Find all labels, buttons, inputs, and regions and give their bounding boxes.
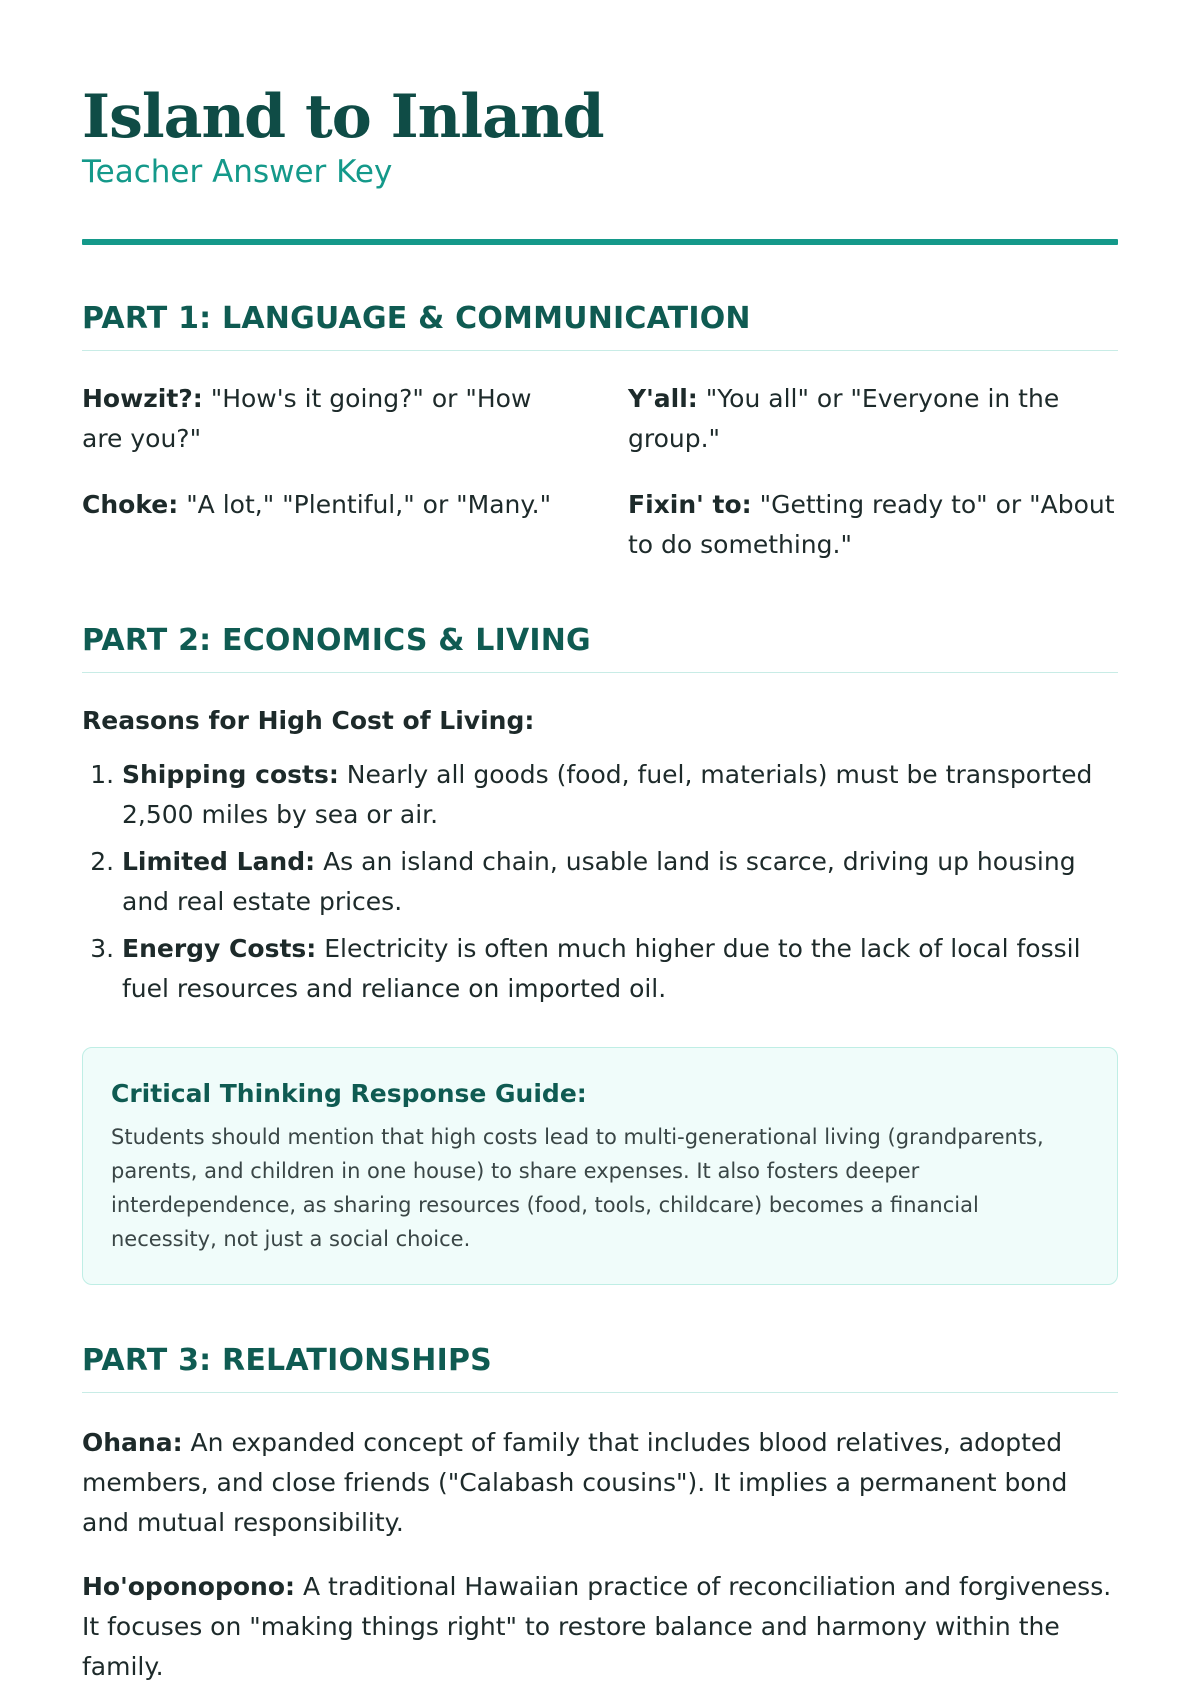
term-item bbox=[82, 379, 572, 459]
response-guide-text: Students should mention that high costs lead to multi-generational living (grandparents, parents, and children in one house) to share expenses. It also fosters deeper interdependence, as sharing resources (food, tools, childcare) becomes a financial necessity, not just a social choice. bbox=[111, 1125, 1044, 1251]
reason-item bbox=[122, 842, 1118, 922]
section-part1 bbox=[82, 301, 1118, 565]
reason-text: Nearly all goods (food, fuel, materials) must be transported 2,500 miles by sea or air. bbox=[122, 760, 1093, 829]
part2-title: PART 2: ECONOMICS & LIVING bbox=[82, 623, 1118, 673]
term-label: Fixin' to: bbox=[628, 490, 752, 519]
term-item bbox=[628, 379, 1118, 459]
term-definition: "A lot," "Plentiful," or "Many." bbox=[186, 490, 552, 519]
relationship-item bbox=[82, 1423, 1118, 1543]
term-item bbox=[628, 485, 1118, 565]
term-definition: "You all" or "Everyone in the group." bbox=[628, 384, 1060, 453]
reason-item bbox=[122, 755, 1118, 835]
reason-item bbox=[122, 929, 1118, 1009]
part1-title: PART 1: LANGUAGE & COMMUNICATION bbox=[82, 301, 1118, 351]
term-definition: "How's it going?" or "How are you?" bbox=[82, 384, 532, 453]
section-part2 bbox=[82, 623, 1118, 1285]
relationship-text: A traditional Hawaiian practice of reconciliation and forgiveness. It focuses on "making things right" to restore balance and harmony within the family. bbox=[82, 1572, 1112, 1681]
response-guide-box bbox=[82, 1047, 1118, 1285]
reason-text: Electricity is often much higher due to the lack of local fossil fuel resources and reliance on imported oil. bbox=[122, 934, 1081, 1003]
term-label: Choke: bbox=[82, 490, 179, 519]
document-subtitle: Teacher Answer Key bbox=[82, 154, 393, 190]
reasons-heading: Reasons for High Cost of Living: bbox=[82, 706, 535, 735]
relationship-term: Ho'oponopono: bbox=[82, 1572, 296, 1601]
reason-label: Energy Costs: bbox=[122, 934, 317, 963]
section-part3 bbox=[82, 1343, 1118, 1687]
term-definition: "Getting ready to" or "About to do something." bbox=[628, 490, 1115, 559]
document-header bbox=[82, 0, 1118, 192]
term-label: Y'all: bbox=[628, 384, 698, 413]
part3-title: PART 3: RELATIONSHIPS bbox=[82, 1343, 1118, 1393]
header-divider bbox=[82, 239, 1118, 245]
term-label: Howzit?: bbox=[82, 384, 203, 413]
relationship-term: Ohana: bbox=[82, 1428, 183, 1457]
term-grid bbox=[82, 379, 1118, 565]
document-title: Island to Inland bbox=[82, 82, 604, 152]
response-guide-title: Critical Thinking Response Guide: bbox=[111, 1079, 587, 1108]
relationship-item bbox=[82, 1567, 1118, 1687]
reasons-list bbox=[82, 755, 1118, 1009]
reason-label: Shipping costs: bbox=[122, 760, 339, 789]
reason-text: As an island chain, usable land is scarce, driving up housing and real estate prices. bbox=[122, 847, 1076, 916]
reason-label: Limited Land: bbox=[122, 847, 316, 876]
relationship-text: An expanded concept of family that includes blood relatives, adopted members, and close friends ("Calabash cousins"). It implies a permanent bond and mutual responsibility. bbox=[82, 1428, 1068, 1537]
term-item bbox=[82, 485, 572, 565]
